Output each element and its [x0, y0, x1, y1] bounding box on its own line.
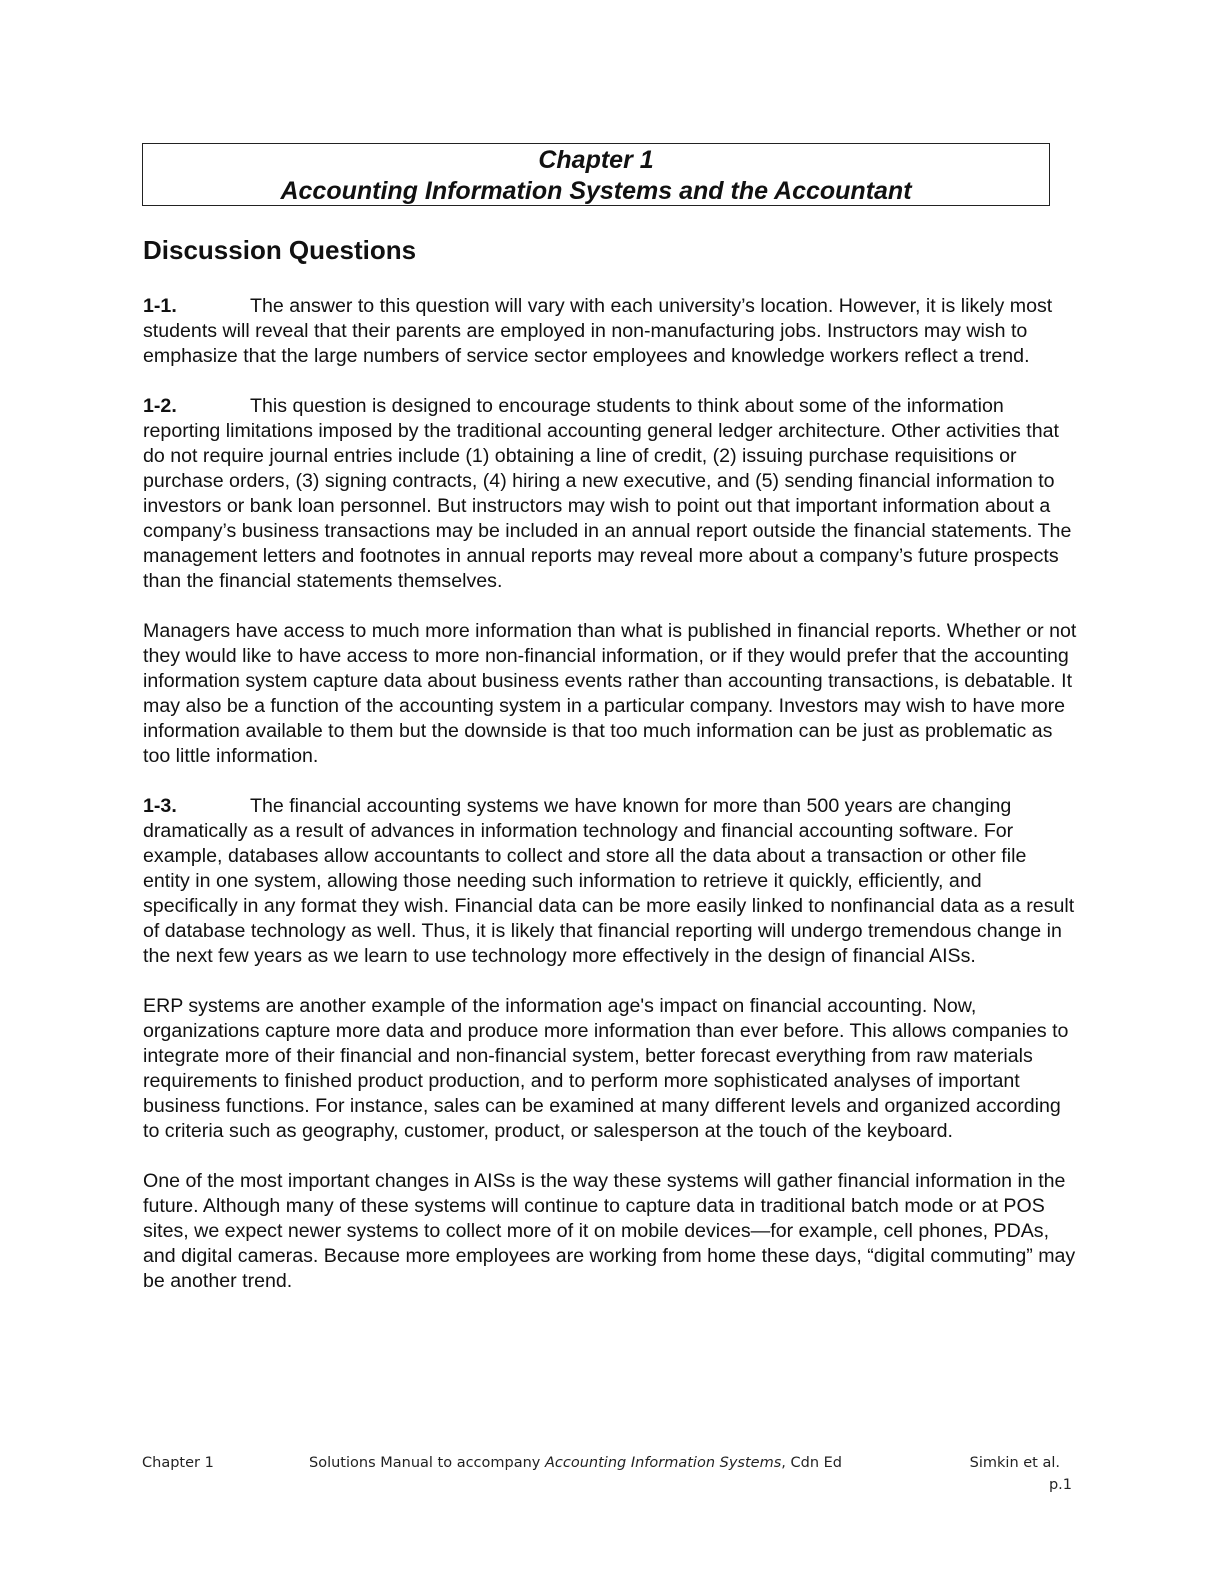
paragraph-1-2 — [143, 394, 1078, 594]
paragraph-1-2-continued — [143, 619, 1078, 769]
chapter-number: Chapter 1 — [538, 146, 654, 174]
footer-authors: Simkin et al. — [969, 1455, 1060, 1471]
page-footer — [142, 1455, 1072, 1505]
question-number: 1-2. — [143, 395, 177, 417]
page-number: p.1 — [1048, 1477, 1072, 1493]
footer-chapter: Chapter 1 — [142, 1455, 214, 1471]
footer-book-title — [309, 1455, 842, 1471]
paragraph-text: This question is designed to encourage students to think about some of the information reporting limitations imposed by the traditional accounting general ledger architecture. Other activities that do not require journal entries include (1) obtaining a line of credit, (2) issuing purchase requisitions or purchase orders, (3) signing contracts, (4) hiring a new executive, and (5) sending financial information to investors or bank loan personnel. But instructors may wish to point out that important information about a company’s business transactions may be included in an annual report outside the financial statements. The management letters and footnotes in annual reports may reveal more about a company’s future prospects than the financial statements themselves. — [143, 395, 1072, 592]
paragraph-text: ERP systems are another example of the information age's impact on financial accounting. Now, organizations capture more data and produce more information than ever before. This allows companies to integrate more of their financial and non-financial system, better forecast everything from raw materials requirements to finished product production, and to perform more sophisticated analyses of important business functions. For instance, sales can be examined at many different levels and organized according to criteria such as geography, customer, product, or salesperson at the touch of the keyboard. — [143, 995, 1069, 1142]
paragraph-text: The answer to this question will vary with each university’s location. However, it is likely most students will reveal that their parents are employed in non-manufacturing jobs. Instructors may wish to emphasize that the large numbers of service sector employees and knowledge workers reflect a trend. — [143, 295, 1053, 367]
section-heading: Discussion Questions — [143, 235, 417, 265]
question-number: 1-1. — [143, 295, 177, 317]
paragraph-text: The financial accounting systems we have known for more than 500 years are changing dramatically as a result of advances in information technology and financial accounting software. For example, databases allow accountants to collect and store all the data about a transaction or other file entity in one system, allowing those needing such information to retrieve it quickly, efficiently, and specifically in any format they wish. Financial data can be more easily linked to nonfinancial data as a result of database technology as well. Thus, it is likely that financial reporting will undergo tremendous change in the next few years as we learn to use technology more effectively in the design of financial AISs. — [143, 795, 1075, 967]
paragraph-text: One of the most important changes in AISs is the way these systems will gather financial information in the future. Although many of these systems will continue to capture data in traditional batch mode or at POS sites, we expect newer systems to collect more of it on mobile devices—for example, cell phones, PDAs, and digital cameras. Because more employees are working from home these days, “digital commuting” may be another trend. — [143, 1170, 1076, 1292]
footer-book-name: Accounting Information Systems — [545, 1455, 782, 1471]
paragraph-1-3-ais-changes — [143, 1169, 1078, 1294]
paragraph-1-3 — [143, 794, 1078, 969]
body-text — [143, 294, 1078, 1319]
paragraph-text: Managers have access to much more information than what is published in financial reports. Whether or not they would like to have access to more non-financial information, or if they would prefer that the accounting information system capture data about business events rather than accounting transactions, is debatable. It may also be a function of the accounting system in a particular company. Investors may wish to have more information available to them but the downside is that too much information can be just as problematic as too little information. — [143, 620, 1077, 767]
paragraph-1-1 — [143, 294, 1078, 369]
paragraph-1-3-erp — [143, 994, 1078, 1144]
footer-prefix: Solutions Manual to accompany — [309, 1455, 545, 1471]
footer-edition: , Cdn Ed — [781, 1455, 842, 1471]
question-number: 1-3. — [143, 795, 177, 817]
chapter-title: Accounting Information Systems and the Accountant — [280, 177, 912, 205]
chapter-title-box — [142, 143, 1050, 206]
